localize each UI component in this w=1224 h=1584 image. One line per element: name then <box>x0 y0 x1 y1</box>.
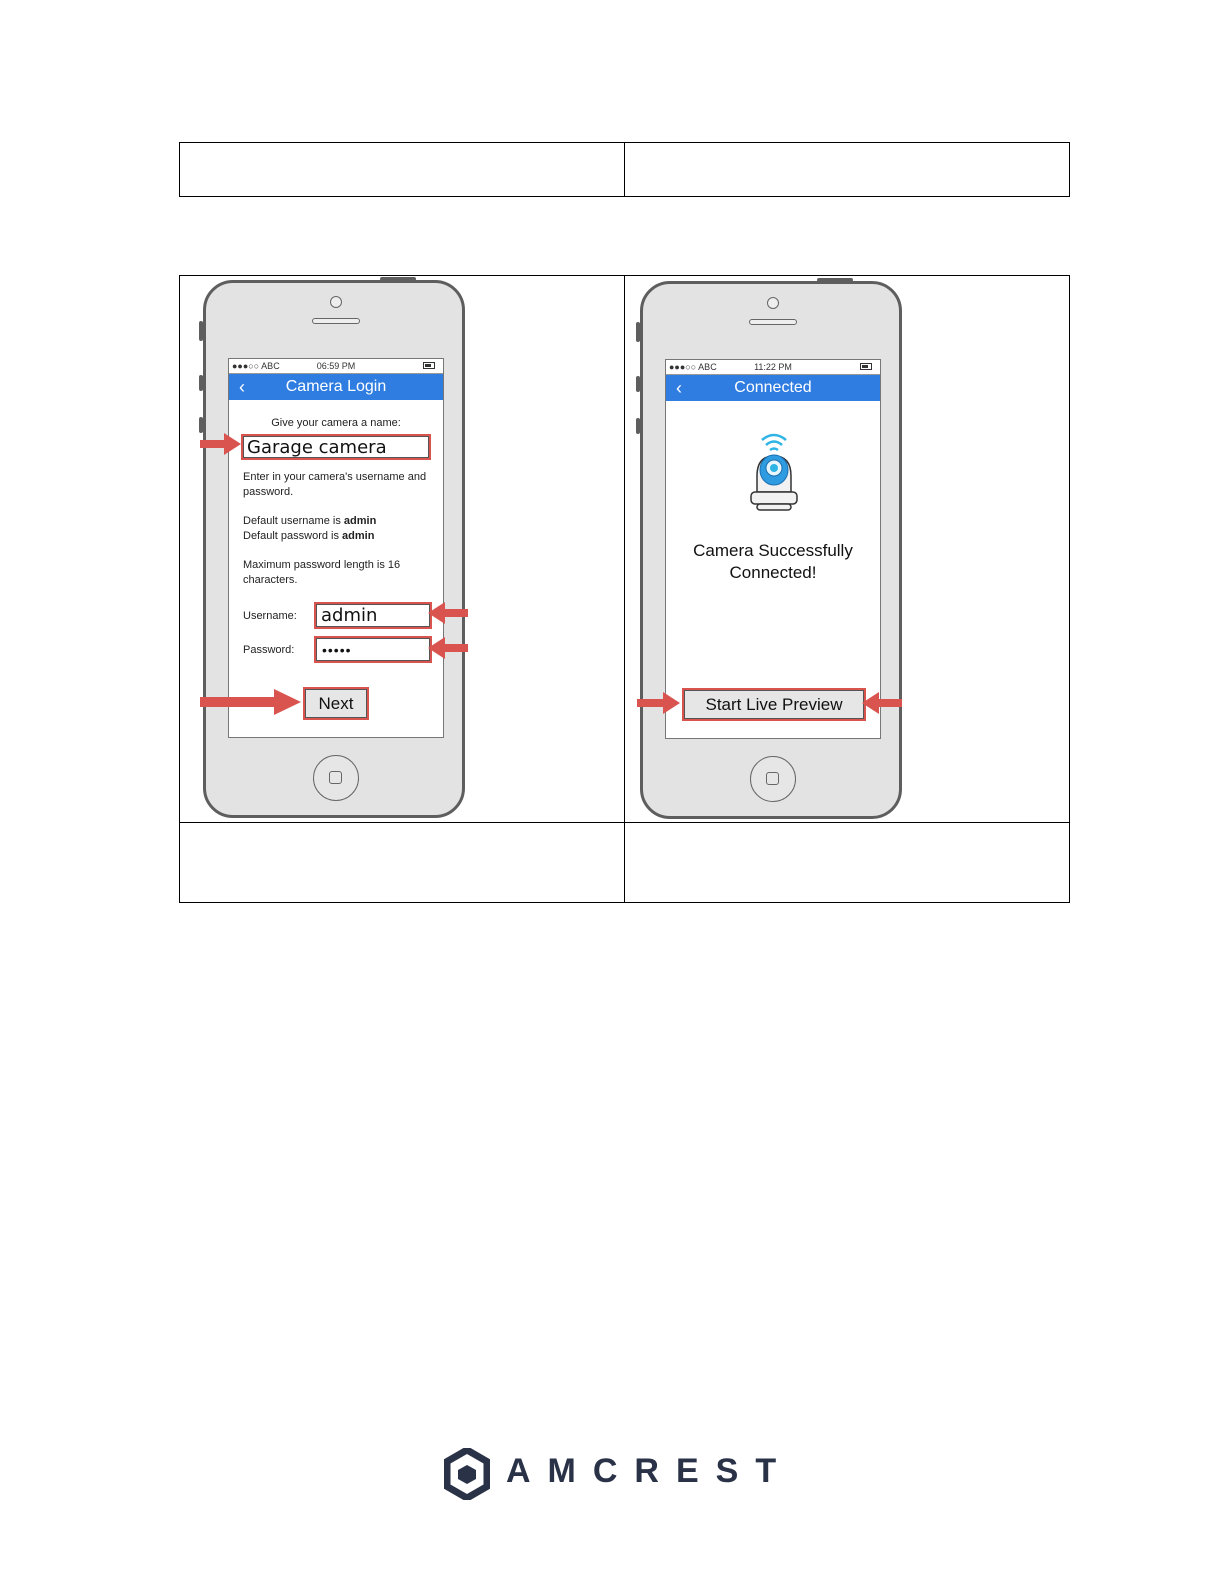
default-username-note <box>243 514 437 529</box>
front-camera <box>330 296 342 308</box>
earpiece-speaker <box>312 318 360 324</box>
default-password-label: Default password is <box>243 530 343 542</box>
arrow-to-start-preview-left-icon <box>637 691 681 715</box>
carrier-signal: ●●●○○ ABC <box>669 362 717 372</box>
screen-title: Connected <box>734 379 812 396</box>
login-screen <box>228 358 444 738</box>
login-instructions: Enter in your camera's username and password. <box>243 471 427 498</box>
username-label: Username: <box>243 610 297 622</box>
status-time: 06:59 PM <box>316 361 356 371</box>
phone-mockup-camera-login <box>203 280 465 818</box>
arrow-to-password-icon <box>428 636 468 660</box>
mute-switch <box>199 321 203 341</box>
default-username-value: admin <box>343 515 377 527</box>
amcrest-hexagon-icon <box>444 1448 490 1500</box>
home-button[interactable] <box>313 755 359 801</box>
success-line-2: Connected! <box>729 563 817 582</box>
camera-name-value: Garage camera <box>247 437 387 458</box>
start-live-preview-button[interactable]: Start Live Preview <box>682 688 866 721</box>
table-top-right-cell <box>624 142 1070 197</box>
default-password-value: admin <box>342 530 375 542</box>
amcrest-logo <box>444 1446 794 1502</box>
arrow-to-start-preview-right-icon <box>862 691 902 715</box>
table-top-left-cell <box>179 142 625 197</box>
camera-name-prompt: Give your camera a name: <box>271 417 401 429</box>
default-username-label: Default username is <box>243 515 344 527</box>
password-value: ••••• <box>322 642 352 658</box>
arrow-to-next-icon <box>200 688 302 716</box>
battery-icon <box>423 362 435 369</box>
back-chevron-icon[interactable]: ‹ <box>239 377 245 397</box>
default-password-note <box>243 529 437 544</box>
max-length-note: Maximum password length is 16 characters. <box>243 559 401 586</box>
arrow-to-camera-name-icon <box>200 432 242 456</box>
next-button[interactable]: Next <box>303 687 369 720</box>
username-value: admin <box>321 605 378 626</box>
status-bar <box>666 360 880 375</box>
status-time: 11:22 PM <box>754 362 792 372</box>
volume-up-button <box>199 375 203 391</box>
back-chevron-icon[interactable]: ‹ <box>676 378 682 398</box>
success-line-1: Camera Successfully <box>693 541 853 560</box>
phone-mockup-connected <box>640 281 902 819</box>
front-camera <box>767 297 779 309</box>
volume-up-button <box>636 376 640 392</box>
brand-wordmark: AMCREST <box>506 1452 794 1490</box>
power-button <box>817 278 853 282</box>
mute-switch <box>636 322 640 342</box>
volume-down-button <box>199 417 203 433</box>
username-input[interactable] <box>314 602 432 629</box>
table-caption-cell-right <box>624 822 1070 903</box>
table-caption-cell-left <box>179 822 625 903</box>
nav-bar <box>666 375 880 401</box>
camera-name-input[interactable] <box>241 434 431 460</box>
screen-title: Camera Login <box>285 378 387 395</box>
volume-down-button <box>636 418 640 434</box>
password-input[interactable] <box>314 636 432 663</box>
arrow-to-username-icon <box>428 601 468 625</box>
password-label: Password: <box>243 644 295 656</box>
home-button[interactable] <box>750 756 796 802</box>
carrier-signal: ●●●○○ ABC <box>232 361 280 371</box>
status-bar <box>229 359 443 374</box>
power-button <box>380 277 416 281</box>
nav-bar <box>229 374 443 400</box>
wifi-camera-icon <box>742 428 806 520</box>
battery-icon <box>860 363 872 370</box>
earpiece-speaker <box>749 319 797 325</box>
connected-screen <box>665 359 881 739</box>
